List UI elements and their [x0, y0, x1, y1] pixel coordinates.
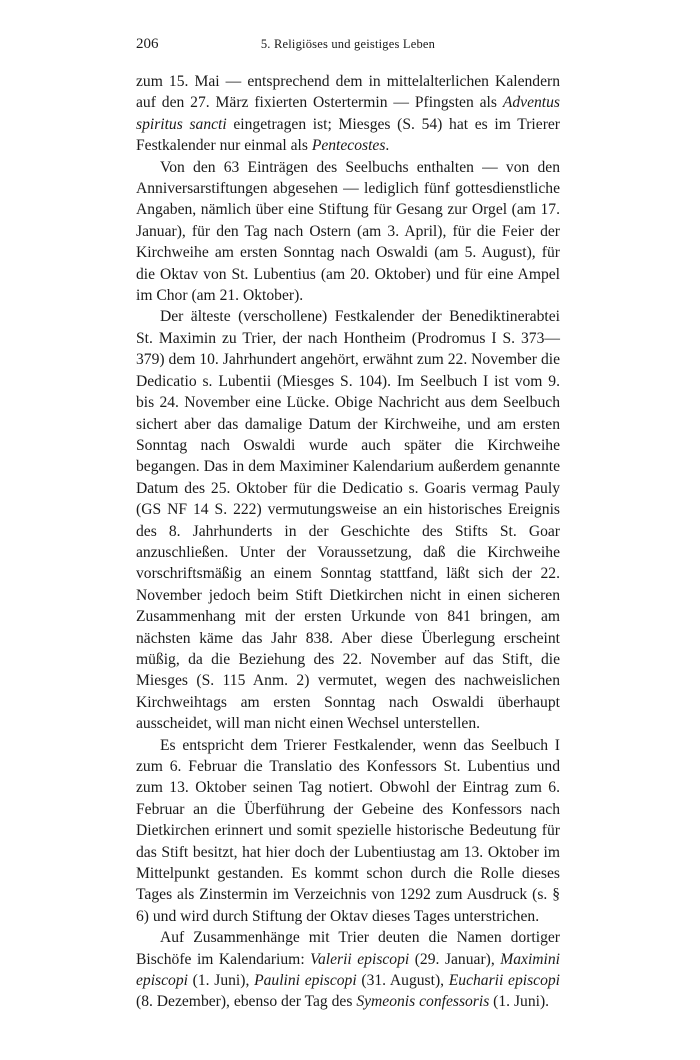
italic-term: Maximini episcopi [136, 950, 561, 990]
italic-term: Valerii episcopi [310, 950, 410, 968]
text-run: Der älteste (verschollene) Festkalender der Benediktinerabtei St. Maximin zu Trier, der nach Hontheim (Prodromus I S. 373—379) dem 10. Jahrhundert angehört, erwähnt zum 22. November die Dedicatio s. Lubentii (Miesges S. 104). Im Seelbuch I ist vom 9. bis 24. November eine Lücke. Obige Nachricht aus dem Seelbuch sichert aber das damalige Datum der Kirchweihe, und am ersten Sonntag nach Oswaldi wurde auch später die Kirchweihe begangen. Das in dem Maximiner Kalendarium außerdem genannte Datum des 25. Oktober für die Dedicatio s. Goaris vermag Pauly (GS NF 14 S. 222) vermutungsweise an ein historisches Ereignis des 8. Jahrhunderts in der Geschichte des Stifts St. Goar anzuschließen. Unter der Voraussetzung, daß die Kirchweihe vorschriftsmäßig an einem Sonntag stattfand, läßt sich der 22. November jedoch beim Stift Dietkirchen nicht in einen sicheren Zusammenhang mit der ersten Urkunde von 841 bringen, am nächsten käme das Jahr 838. Aber diese Überlegung erscheint müßig, da die Beziehung des 22. November auf das Stift, die Miesges (S. 115 Anm. 2) vermutet, wegen des nachweislichen Kirchweihtags am ersten Sonntag nach Oswaldi überhaupt ausscheidet, will man nicht einen Wechsel unterstellen. [136, 308, 560, 733]
paragraph [136, 157, 560, 307]
body-text [136, 71, 560, 1013]
page-header [136, 36, 560, 56]
italic-term: Adventus spiritus sancti [136, 94, 560, 133]
page-number: 206 [136, 36, 159, 52]
italic-term: Paulini episcopi [254, 972, 357, 990]
text-run: (1. Juni), [187, 972, 255, 990]
text-run: eingetragen ist; Miesges (S. 54) hat es im Trierer Festkalender nur einmal als [136, 115, 560, 155]
paragraph [136, 735, 560, 928]
text-run: Auf Zusammenhänge mit Trier deuten die Namen dortiger Bischöfe im Kalendarium: [136, 929, 560, 968]
text-run: (29. Januar), [409, 950, 501, 968]
italic-term: Symeonis confessoris [356, 993, 490, 1011]
paragraph [136, 927, 560, 1013]
running-head: 5. Religiöses und geistiges Leben [260, 37, 436, 51]
text-run: (1. Juni). [489, 993, 550, 1011]
paragraph [136, 71, 560, 157]
text-run: Es entspricht dem Trierer Festkalender, wenn das Seelbuch I zum 6. Februar die Translatio des Konfessors St. Lubentius und zum 13. Oktober seinen Tag notiert. Obwohl der Eintrag zum 6. Februar an die Überführung der Gebeine des Konfessors nach Dietkirchen erinnert und somit spezielle historische Bedeutung für das Stift besitzt, hat hier doch der Lubentiustag am 13. Oktober im Mittelpunkt gestanden. Es kommt schon durch die Rolle dieses Tages als Zinstermin im Verzeichnis von 1292 zum Ausdruck (s. § 6) und wird durch Stiftung der Oktav dieses Tages unterstrichen. [136, 736, 560, 925]
italic-term: Eucharii episcopi [448, 972, 561, 990]
paragraph [136, 306, 560, 734]
text-run: zum 15. Mai — entsprechend dem in mittelalterlichen Kalendern auf den 27. März fixierten Ostertermin — Pfingsten als [136, 73, 560, 112]
text-run: (8. Dezember), ebenso der Tag des [136, 993, 357, 1011]
italic-term: Pentecostes [311, 137, 386, 155]
text-run: (31. August), [356, 972, 449, 990]
text-run: Von den 63 Einträgen des Seelbuchs enthalten — von den Anniversarstiftungen abgesehen — lediglich fünf gottesdienstliche Angaben, nämlich über eine Stiftung für Gesang zur Orgel (am 17. Januar), für den Tag nach Ostern (am 3. April), für die Feier der Kirchweihe am ersten Sonntag nach Oswaldi (am 5. August), für die Oktav von St. Lubentius (am 20. Oktober) und für eine Ampel im Chor (am 21. Oktober). [136, 158, 560, 305]
text-run: . [385, 137, 390, 155]
